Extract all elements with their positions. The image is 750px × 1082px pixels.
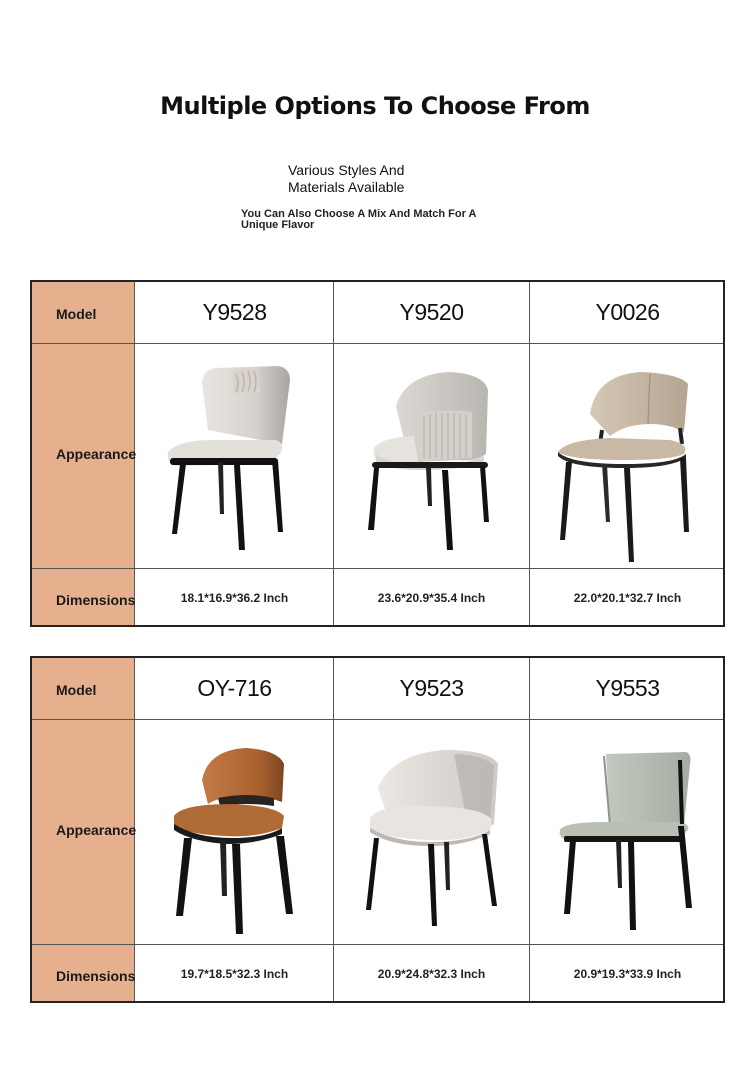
chair-image-y9523 [334,720,529,944]
subtitle [288,162,488,196]
subtitle-line-2: Materials Available [288,179,405,195]
mix-match-note [241,209,531,231]
row-label-model: Model [56,306,97,322]
row-label-appearance: Appearance [56,822,137,838]
row-label-dimensions: Dimensions [56,592,136,608]
model-name: OY-716 [197,675,272,701]
note-line-2: Unique Flavor [241,219,315,231]
chair-image-y9553 [530,720,725,944]
page-title: Multiple Options To Choose From [160,92,590,120]
dimensions-value: 23.6*20.9*35.4 Inch [377,591,486,605]
model-name: Y9528 [202,299,267,325]
row-label-dimensions: Dimensions [56,968,136,984]
dimensions-value: 19.7*18.5*32.3 Inch [180,967,289,981]
note-line-1: You Can Also Choose A Mix And Match For A [241,208,477,220]
dimensions-value: 20.9*19.3*33.9 Inch [573,967,682,981]
row-label-appearance: Appearance [56,446,137,462]
model-name: Y9523 [399,675,464,701]
model-name: Y0026 [595,299,660,325]
spec-table-2 [30,656,725,1003]
dimensions-value: 18.1*16.9*36.2 Inch [180,591,289,605]
chair-image-y9520 [334,344,529,568]
dimensions-value: 22.0*20.1*32.7 Inch [573,591,682,605]
chair-image-oy-716 [136,720,333,944]
chair-image-y9528 [136,344,333,568]
model-name: Y9520 [399,299,464,325]
spec-table-1 [30,280,725,627]
dimensions-value: 20.9*24.8*32.3 Inch [377,967,486,981]
row-label-model: Model [56,682,97,698]
subtitle-line-1: Various Styles And [288,162,405,178]
chair-image-y0026 [530,344,725,568]
model-name: Y9553 [595,675,660,701]
